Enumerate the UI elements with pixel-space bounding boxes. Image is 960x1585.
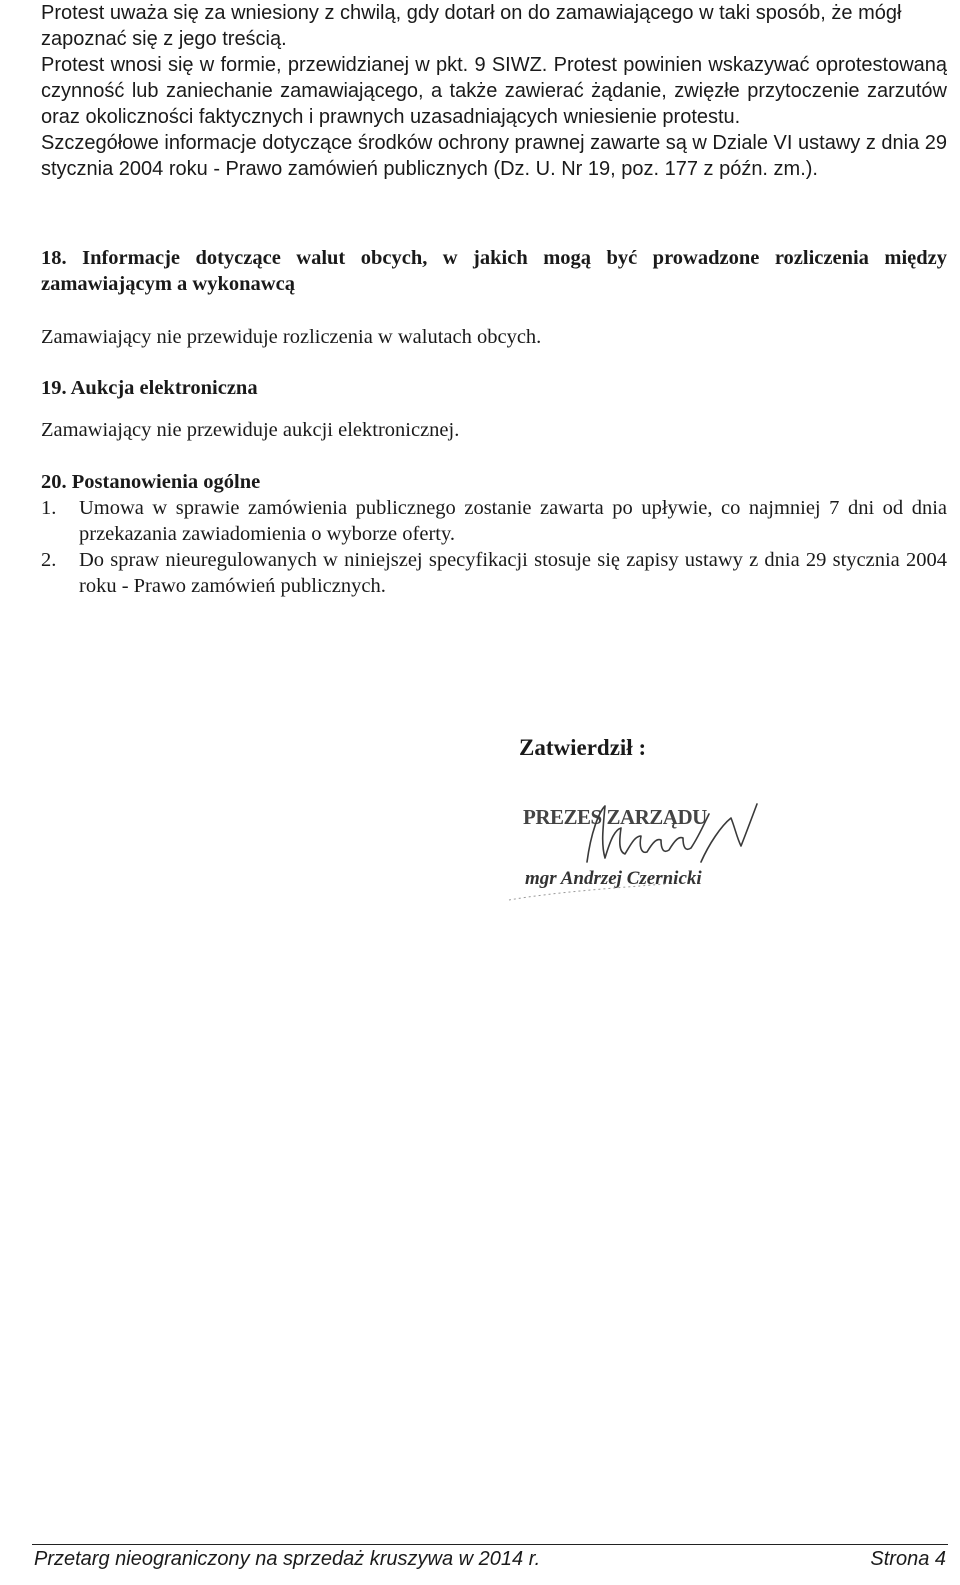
section-19-heading (41, 375, 947, 401)
intro-paragraph-3: Szczegółowe informacje dotyczące środków ochrony prawnej zawarte są w Dziale VI ustawy z dnia 29 stycznia 2004 roku - Prawo zamówień publicznych (Dz. U. Nr 19, poz. 177 z późn. zm.). (41, 132, 947, 180)
section-19-text: Zamawiający nie przewiduje aukcji elektronicznej. (41, 419, 460, 441)
approval-label: Zatwierdził : (519, 735, 647, 760)
list-item-number: 2. (41, 549, 57, 571)
section-18 (41, 245, 947, 297)
stamp-name-text: mgr Andrzej Czernicki (525, 868, 702, 889)
intro-paragraph-2 (41, 52, 947, 130)
intro-line-1: Protest uważa się za wniesiony z chwilą, gdy dotarł on do zamawiającego w taki sposób, że mógł (41, 2, 902, 24)
section-18-heading (41, 245, 947, 297)
section-20-title: Postanowienia ogólne (71, 471, 261, 493)
list-item-text: Umowa w sprawie zamówienia publicznego zostanie zawarta po upływie, co najmniej 7 dni od dnia przekazania zawiadomienia o wyborze oferty. (79, 497, 947, 545)
section-19-body (41, 417, 947, 443)
page-number: Strona 4 (870, 1548, 946, 1570)
section-19 (41, 375, 947, 401)
list-item-text: Do spraw nieuregulowanych w niniejszej specyfikacji stosuje się zapisy ustawy z dnia 29 stycznia 2004 roku - Prawo zamówień publicznych. (79, 549, 947, 597)
section-20 (41, 469, 947, 599)
intro-paragraph-2-part-2: Protest powinien wskazywać oprotestowaną czynność lub zaniechanie zamawiającego, a także zawierać żądanie, zwięzłe przytoczenie zarzutów oraz okoliczności faktycznych i prawnych uzasadniających wniesienie protestu. (41, 54, 948, 128)
section-20-list (41, 495, 947, 599)
footer-title: Przetarg nieograniczony na sprzedaż kruszywa w 2014 r. (34, 1548, 541, 1570)
list-item-number: 1. (41, 497, 57, 519)
section-19-number: 19. (41, 377, 67, 399)
intro-line-2: zapoznać się z jego treścią. (41, 28, 287, 50)
section-18-text: Zamawiający nie przewiduje rozliczenia w walutach obcych. (41, 326, 542, 348)
section-18-title: Informacje dotyczące walut obcych, w jakich mogą być prowadzone rozliczenia między zamawiającym a wykonawcą (41, 247, 948, 295)
section-20-heading (41, 469, 947, 495)
protest-intro (41, 0, 947, 182)
section-20-number: 20. (41, 471, 67, 493)
intro-paragraph-2-part-1: Protest wnosi się w formie, przewidzianej w pkt. 9 SIWZ. (41, 54, 548, 76)
signature-stamp-image (495, 792, 775, 904)
section-18-number: 18. (41, 247, 67, 269)
section-19-title: Aukcja elektroniczna (70, 377, 258, 399)
footer-divider (32, 1544, 948, 1545)
stamp-title-text: PREZES ZARZĄDU (523, 805, 707, 829)
section-18-body (41, 324, 947, 350)
list-item (41, 547, 947, 599)
list-item (41, 495, 947, 547)
